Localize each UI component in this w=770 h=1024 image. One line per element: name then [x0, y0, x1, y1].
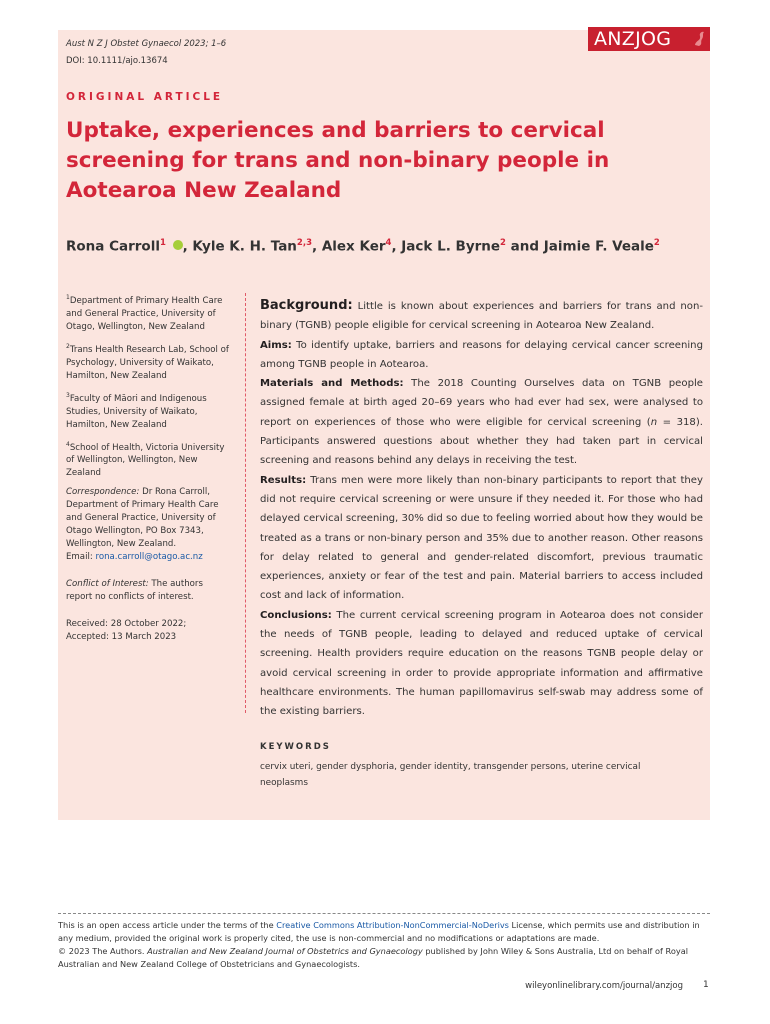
orcid-icon[interactable]	[173, 240, 183, 250]
methods-text: The 2018 Counting Ourselves data on TGNB people assigned female at birth aged 20–69 years who had ever had sex, were analysed to report on experiences of those who were eligible for cervical screening (	[260, 378, 703, 428]
correspondence-label: Correspondence:	[66, 487, 140, 498]
author-separator: ,	[311, 238, 322, 255]
author-name[interactable]: Kyle K. H. Tan	[192, 238, 297, 255]
affiliation-text: School of Health, Victoria University of Wellington, Wellington, New Zealand	[66, 442, 225, 479]
author-name[interactable]: Jack L. Byrne	[401, 238, 501, 255]
affiliation	[66, 389, 231, 432]
journal-reference: Aust N Z J Obstet Gynaecol 2023; 1–6	[66, 39, 227, 49]
doi[interactable]: DOI: 10.1111/ajo.13674	[66, 56, 168, 66]
article-info-column	[66, 291, 231, 650]
abstract-aims	[260, 336, 703, 375]
methods-n: n	[650, 416, 658, 428]
affiliation-number: 3	[66, 391, 70, 399]
author-affiliation-marker: 2	[653, 238, 660, 248]
email-link[interactable]: rona.carroll@otago.ac.nz	[95, 552, 203, 563]
abstract-results	[260, 471, 703, 606]
license-text-end: License, which permits use and distribution in any medium, provided the original work is properly cited, the use is non-commercial and no modifications or adaptations are made.	[58, 920, 700, 943]
copyright-journal: Australian and New Zealand Journal of Obstetrics and Gynaecology	[147, 946, 423, 956]
copyright-text	[58, 945, 710, 971]
author-separator: ,	[391, 238, 402, 255]
correspondence	[66, 486, 231, 564]
affiliation-text: Department of Primary Health Care and General Practice, University of Otago, Wellington, New Zealand	[66, 295, 223, 332]
affiliation-number: 4	[66, 440, 70, 448]
email-label: Email:	[66, 552, 96, 563]
license-link[interactable]: Creative Commons Attribution-NonCommercial-NoDerivs	[276, 920, 509, 930]
article-dates	[66, 618, 231, 644]
affiliation	[66, 340, 231, 383]
footer-rule	[58, 913, 710, 914]
author-affiliation-marker: 4	[385, 238, 392, 248]
journal-logo	[588, 27, 710, 51]
author-separator: ,	[182, 238, 193, 255]
keywords-heading: KEYWORDS	[260, 742, 331, 752]
conflict-of-interest	[66, 578, 231, 604]
conflict-label: Conflict of Interest:	[66, 579, 149, 590]
correspondence-text: Dr Rona Carroll, Department of Primary Health Care and General Practice, University of Otago Wellington, PO Box 7343, Wellington, New Zealand.	[66, 487, 219, 550]
copyright-end: published by John Wiley & Sons Australia, Ltd on behalf of Royal Australian and New Zealand College of Obstetricians and Gynaecologists.	[58, 946, 688, 969]
author-affiliation-marker: 2,3	[296, 238, 312, 248]
accepted-date: Accepted: 13 March 2023	[66, 632, 177, 643]
abstract-conclusions	[260, 606, 703, 722]
affiliation	[66, 438, 231, 481]
article-title: Uptake, experiences and barriers to cervical screening for trans and non-binary people in Aotearoa New Zealand	[66, 118, 610, 203]
conclusions-text: The current cervical screening program in Aotearoa does not consider the needs of TGNB people, leading to delayed and reduced uptake of cervical screening. Health providers require education on the reasons TGNB people delay or avoid cervical screening in order to provide appropriate information and affirmative healthcare environments. The human papillomavirus self-swab may address some of the existing barriers.	[260, 609, 703, 718]
affiliation	[66, 291, 231, 334]
methods-label: Materials and Methods:	[260, 378, 404, 390]
author-affiliation-marker: 1	[159, 238, 166, 248]
logo-text: ANZJOG	[594, 28, 672, 50]
results-text: Trans men were more likely than non-binary participants to report that they did not require cervical screening or were unsure if they needed it. For those who had delayed cervical screening, 30% did so due to feeling worried about how they would be treated as a trans or non-binary person and 35% due to another reason. Other reasons for delay related to general and gender-related discomfort, previous traumatic experiences, anxiety or fear of the test and pain. Material barriers to access included cost and lack of information.	[260, 474, 703, 602]
journal-url[interactable]: wileyonlinelibrary.com/journal/anzjog	[525, 981, 683, 991]
conclusions-label: Conclusions:	[260, 609, 332, 621]
abstract-background	[260, 296, 703, 336]
article-type: ORIGINAL ARTICLE	[66, 91, 224, 103]
abstract	[260, 296, 703, 722]
license-text-start: This is an open access article under the terms of the	[58, 920, 277, 930]
results-label: Results:	[260, 474, 307, 486]
author-name[interactable]: Alex Ker	[321, 238, 386, 255]
author-name[interactable]: Rona Carroll	[66, 238, 160, 255]
author-name[interactable]: Jaimie F. Veale	[543, 238, 654, 255]
methods-text-cont: = 318). Participants answered questions about whether they had taken part in cervical screening and reasons behind any delays in receiving the test.	[260, 416, 703, 467]
keywords-list: cervix uteri, gender dysphoria, gender identity, transgender persons, uterine cervical neoplasms	[260, 762, 641, 788]
background-label: Background:	[260, 298, 353, 313]
copyright-start: © 2023 The Authors.	[58, 946, 148, 956]
received-date: Received: 28 October 2022;	[66, 619, 187, 630]
affiliation-number: 1	[66, 294, 70, 301]
license-footer	[58, 919, 710, 971]
abstract-methods	[260, 374, 703, 470]
aims-text: To identify uptake, barriers and reasons for delaying cervical cancer screening among TGNB people in Aotearoa.	[260, 339, 703, 370]
background-text: Little is known about experiences and barriers for trans and non-binary (TGNB) people eligible for cervical screening in Aotearoa New Zealand.	[260, 301, 703, 332]
affiliation-number: 2	[66, 342, 70, 350]
author-separator: and	[505, 238, 544, 255]
logo-figure-icon	[692, 30, 706, 47]
author-affiliation-marker: 2	[500, 238, 506, 248]
page-number: 1	[703, 980, 709, 990]
license-text	[58, 919, 710, 945]
aims-label: Aims:	[260, 339, 292, 351]
column-divider	[245, 293, 246, 713]
affiliation-text: Trans Health Research Lab, School of Psychology, University of Waikato, Hamilton, New Zealand	[66, 344, 229, 381]
conflict-text: The authors report no conflicts of interest.	[66, 579, 203, 603]
author-list	[66, 238, 706, 255]
affiliation-text: Faculty of Māori and Indigenous Studies, University of Waikato, Hamilton, New Zealand	[66, 393, 207, 430]
